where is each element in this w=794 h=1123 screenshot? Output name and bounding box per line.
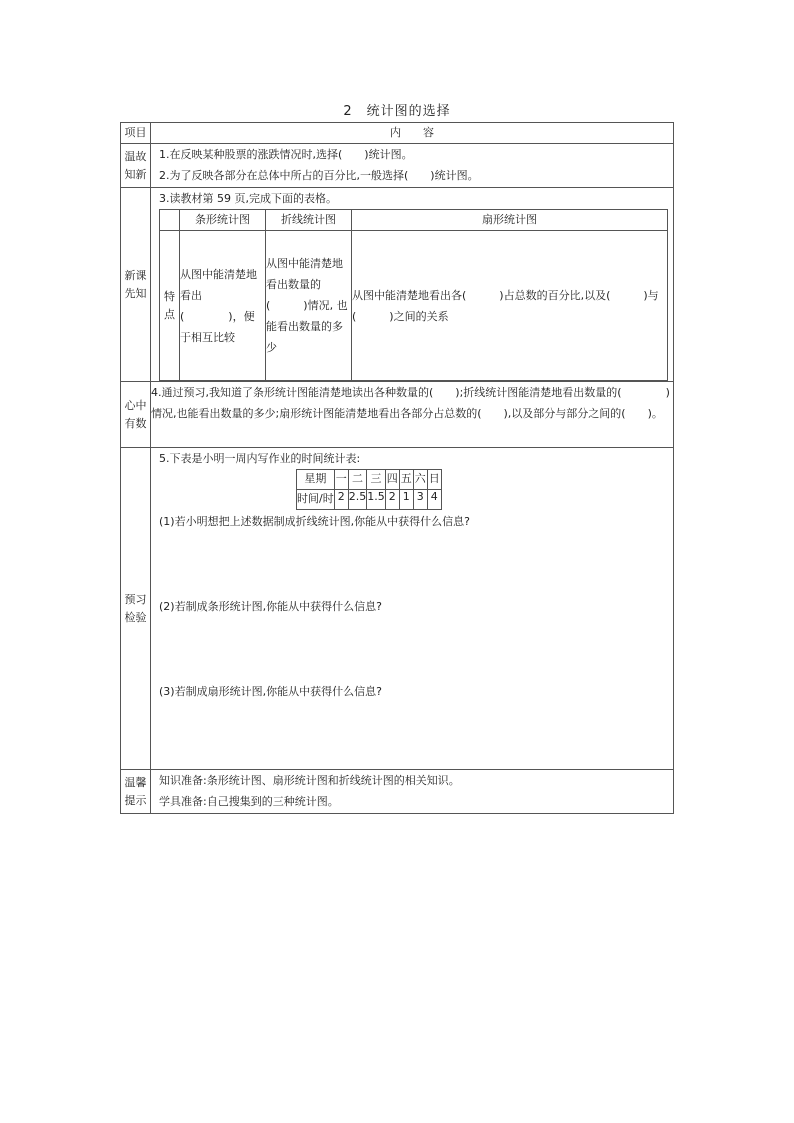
pie-chart-feature: 从图中能清楚地看出各( )占总数的百分比,以及( )与( )之间的关系 — [352, 231, 668, 381]
preview-content — [151, 448, 674, 770]
review-line-1: 1.在反映某种股票的涨跌情况时,选择( )统计图。 — [159, 148, 413, 161]
line-chart-header: 折线统计图 — [266, 210, 352, 231]
newlesson-label: 新课先知 — [121, 188, 151, 382]
weekday-cell: 日 — [427, 470, 441, 490]
answer-space-2[interactable] — [151, 617, 673, 682]
hours-cell: 1.5 — [367, 490, 386, 510]
header-content-label: 内 容 — [151, 123, 674, 144]
header-item-label: 项目 — [121, 123, 151, 144]
line-chart-feature: 从图中能清楚地看出数量的( )情况, 也能看出数量的多少 — [266, 231, 352, 381]
tips-content — [151, 770, 674, 814]
newlesson-intro: 3.读教材第 59 页,完成下面的表格。 — [159, 192, 337, 205]
preview-intro: 5.下表是小明一周内写作业的时间统计表: — [159, 452, 361, 465]
hours-cell: 4 — [427, 490, 441, 510]
answer-space-1[interactable] — [151, 532, 673, 597]
hours-cell: 2.5 — [348, 490, 367, 510]
bar-chart-feature: 从图中能清楚地看出( )，便于相互比较 — [180, 231, 266, 381]
pie-chart-header: 扇形统计图 — [352, 210, 668, 231]
hours-cell: 1 — [399, 490, 413, 510]
tips-row — [121, 770, 674, 814]
hours-cell: 3 — [413, 490, 427, 510]
page-title: 2 统计图的选择 — [343, 104, 451, 119]
hours-row-label: 时间/时 — [297, 490, 335, 510]
weekday-cell: 五 — [399, 470, 413, 490]
summary-label: 心中有数 — [121, 382, 151, 448]
feature-label: 特点 — [160, 231, 180, 381]
question-2: (2)若制成条形统计图,你能从中获得什么信息? — [159, 600, 382, 613]
hours-cell: 2 — [334, 490, 348, 510]
hours-cell: 2 — [385, 490, 399, 510]
weekday-cell: 四 — [385, 470, 399, 490]
newlesson-row — [121, 188, 674, 382]
tips-line-1: 知识准备:条形统计图、扇形统计图和折线统计图的相关知识。 — [159, 774, 460, 787]
feature-row — [160, 231, 668, 381]
weekday-cell: 一 — [334, 470, 348, 490]
chart-feature-table — [159, 209, 668, 381]
review-line-2: 2.为了反映各部分在总体中所占的百分比,一般选择( )统计图。 — [159, 169, 479, 182]
worksheet-table — [120, 122, 674, 814]
question-1: (1)若小明想把上述数据制成折线统计图,你能从中获得什么信息? — [159, 515, 470, 528]
question-3: (3)若制成扇形统计图,你能从中获得什么信息? — [159, 685, 382, 698]
feature-header-row — [160, 210, 668, 231]
feature-corner — [160, 210, 180, 231]
header-row — [121, 123, 674, 144]
weekday-cell: 六 — [413, 470, 427, 490]
hours-row — [297, 490, 442, 510]
weekday-row-label: 星期 — [297, 470, 335, 490]
summary-row — [121, 382, 674, 448]
weekday-cell: 三 — [367, 470, 386, 490]
review-row — [121, 144, 674, 188]
weekday-row — [297, 470, 442, 490]
newlesson-content — [151, 188, 674, 382]
homework-time-table — [296, 469, 442, 510]
bar-chart-header: 条形统计图 — [180, 210, 266, 231]
weekday-cell: 二 — [348, 470, 367, 490]
review-content — [151, 144, 674, 188]
tips-label: 温馨提示 — [121, 770, 151, 814]
tips-line-2: 学具准备:自己搜集到的三种统计图。 — [159, 795, 339, 808]
preview-row — [121, 448, 674, 770]
summary-text: 4.通过预习,我知道了条形统计图能清楚地读出各种数量的( );折线统计图能清楚地看出数量的( )情况,也能看出数量的多少;扇形统计图能清楚地看出各部分占总数的( ),以及部分与部分之间的( )。 — [151, 382, 674, 448]
preview-label: 预习检验 — [121, 448, 151, 770]
review-label: 温故知新 — [121, 144, 151, 188]
